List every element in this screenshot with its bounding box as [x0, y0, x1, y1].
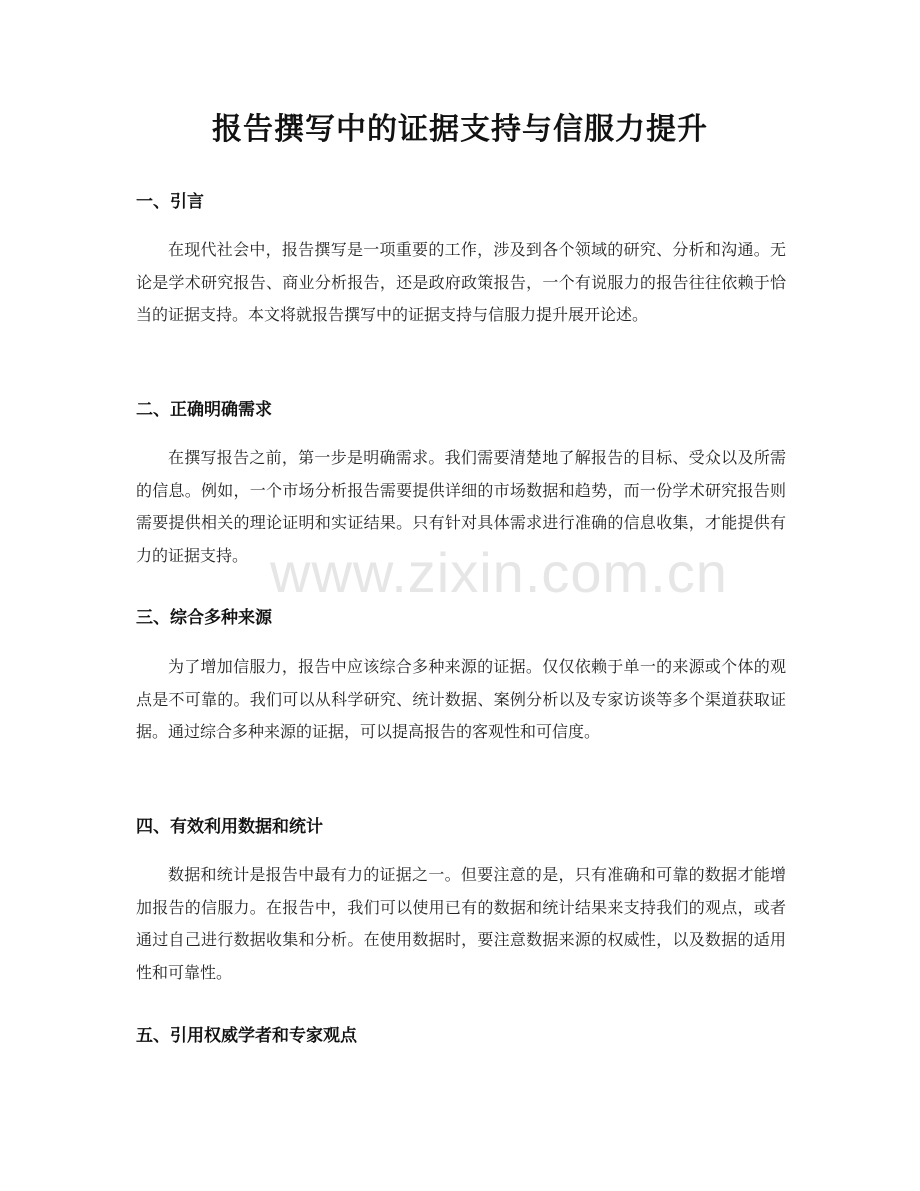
section-paragraph-introduction: 在现代社会中，报告撰写是一项重要的工作，涉及到各个领域的研究、分析和沟通。无论是学术研究报告、商业分析报告，还是政府政策报告，一个有说服力的报告往往依赖于恰当的证据支持。本文将就报告撰写中的证据支持与信服力提升展开论述。: [136, 240, 786, 324]
section-heading-data-statistics: 四、有效利用数据和统计: [136, 817, 323, 837]
section-heading-multiple-sources: 三、综合多种来源: [136, 608, 272, 628]
watermark-text: www.zixin.com.cn: [270, 541, 728, 604]
section-heading-introduction: 一、引言: [136, 192, 204, 212]
section-heading-requirements: 二、正确明确需求: [136, 400, 272, 420]
section-paragraph-data-statistics: 数据和统计是报告中最有力的证据之一。但要注意的是，只有准确和可靠的数据才能增加报告的信服力。在报告中，我们可以使用已有的数据和统计结果来支持我们的观点，或者通过自己进行数据收集和分析。在使用数据时，要注意数据来源的权威性，以及数据的适用性和可靠性。: [136, 865, 786, 982]
document-title: 报告撰写中的证据支持与信服力提升: [212, 112, 708, 147]
section-paragraph-requirements: 在撰写报告之前，第一步是明确需求。我们需要清楚地了解报告的目标、受众以及所需的信息。例如，一个市场分析报告需要提供详细的市场数据和趋势，而一份学术研究报告则需要提供相关的理论证明和实证结果。只有针对具体需求进行准确的信息收集，才能提供有力的证据支持。: [136, 448, 786, 565]
section-paragraph-multiple-sources: 为了增加信服力，报告中应该综合多种来源的证据。仅仅依赖于单一的来源或个体的观点是不可靠的。我们可以从科学研究、统计数据、案例分析以及专家访谈等多个渠道获取证据。通过综合多种来源的证据，可以提高报告的客观性和可信度。: [136, 657, 786, 741]
section-heading-authority-citations: 五、引用权威学者和专家观点: [136, 1026, 357, 1046]
